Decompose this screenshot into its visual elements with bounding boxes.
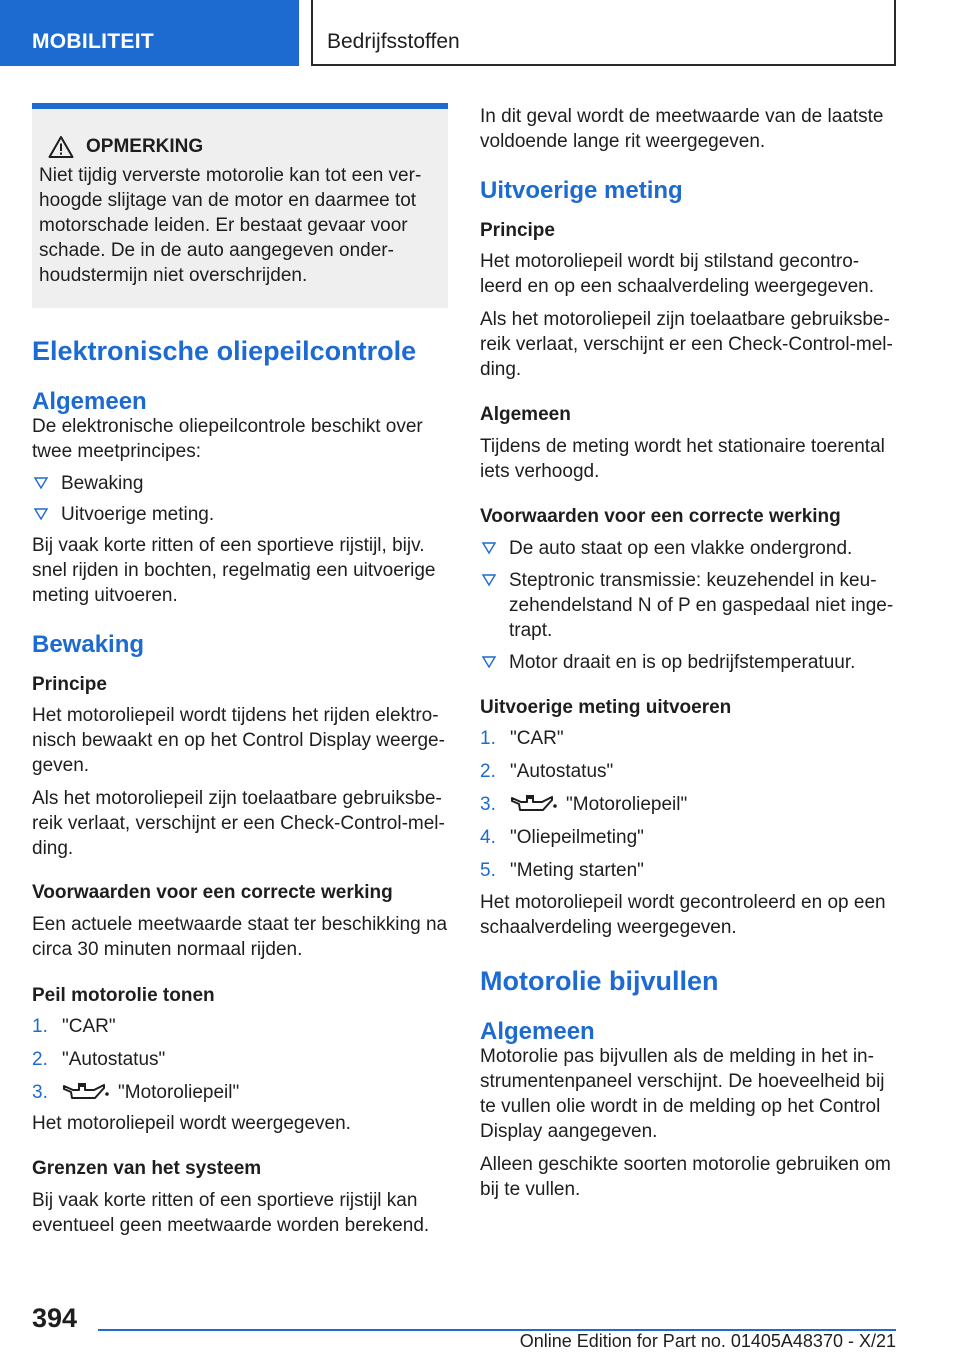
label-conditions: Voorwaarden voor een correcte werking <box>32 882 393 903</box>
bullet-triangle-icon <box>482 655 496 669</box>
principle-text: Het motoroliepeil wordt bij stilstand gecontro- leerd en op een schaalverdeling weergegeven. <box>480 251 874 297</box>
step-number: 3. <box>480 794 496 815</box>
step-text: "Motoroliepeil" <box>118 1082 240 1103</box>
oil-level-result: Het motoroliepeil wordt weergegeven. <box>32 1113 351 1134</box>
step-number: 5. <box>480 860 496 881</box>
notice-title: OPMERKING <box>86 136 204 157</box>
list-item <box>480 536 898 561</box>
list-item <box>480 568 898 643</box>
general-text: De elektronische oliepeilcontrole beschikt over twee meetprincipes: <box>32 416 423 462</box>
conditions-list <box>480 536 898 675</box>
header-section-tab <box>0 0 299 66</box>
label-general: Algemeen <box>480 404 571 425</box>
list-item-text: Bewaking <box>61 473 144 494</box>
step-text: "Autostatus" <box>62 1049 166 1070</box>
oil-can-icon <box>62 1080 110 1102</box>
bullet-triangle-icon <box>34 507 48 521</box>
step-item <box>32 1014 448 1039</box>
top-up-text-2: Alleen geschikte soorten motorolie gebruiken om bij te vullen. <box>480 1154 891 1200</box>
step-text: "Oliepeilmeting" <box>510 827 644 848</box>
section-heading-top-up-oil: Motorolie bijvullen <box>480 966 719 996</box>
step-item <box>32 1080 448 1105</box>
conditions-text: Een actuele meetwaarde staat ter beschikking na circa 30 minuten normaal rijden. <box>32 914 448 960</box>
section-heading-electronic-oil-check: Elektronische oliepeilcontrole <box>32 336 417 366</box>
label-conditions: Voorwaarden voor een correcte werking <box>480 506 841 527</box>
general-text: Tijdens de meting wordt het stationaire toerental iets verhoogd. <box>480 436 885 482</box>
list-item-text: Steptronic transmissie: keuzehendel in keu- zehendelstand N of P en gaspedaal niet inge- trapt. <box>509 570 894 641</box>
list-item-text: Motor draait en is op bedrijfstemperatuur. <box>509 652 856 673</box>
page-number: 394 <box>32 1303 78 1333</box>
bullet-triangle-icon <box>34 476 48 490</box>
list-item-text: De auto staat op een vlakke ondergrond. <box>509 538 853 559</box>
right-column <box>480 104 898 1202</box>
step-item <box>480 792 898 817</box>
list-item <box>32 471 448 496</box>
footer-edition: Online Edition for Part no. 01405A48370 - X/21 <box>519 1331 896 1351</box>
subheading-monitoring: Bewaking <box>32 631 145 658</box>
label-principle: Principe <box>480 220 555 241</box>
general-text-2: Bij vaak korte ritten of een sportieve rijstijl, bijv. snel rijden in bochten, regelmatig een uitvoerige meting uitvoeren. <box>32 535 436 606</box>
step-item <box>32 1047 448 1072</box>
step-item <box>480 825 898 850</box>
step-number: 1. <box>480 728 496 749</box>
label-perform-measurement: Uitvoerige meting uitvoeren <box>480 697 732 718</box>
notice-text: Niet tijdig ververste motorolie kan tot een ver- hoogde slijtage van de motor en daarmee tot motorschade leiden. Er bestaat gevaar voor schade. De in de auto aangegeven onder- houdstermijn niet overschrijden. <box>39 165 422 286</box>
subheading-general: Algemeen <box>480 1018 595 1045</box>
subheading-general: Algemeen <box>32 388 147 415</box>
principle-text-2: Als het motoroliepeil zijn toelaatbare gebruiksbe- reik verlaat, verschijnt er een Check-Control-mel- ding. <box>32 788 445 859</box>
show-oil-level-steps <box>32 1014 448 1105</box>
subheading-detailed-measurement: Uitvoerige meting <box>480 177 683 204</box>
system-limits-text: Bij vaak korte ritten of een sportieve rijstijl kan eventueel geen meetwaarde worden berekend. <box>32 1190 430 1236</box>
intro-text: In dit geval wordt de meetwaarde van de laatste voldoende lange rit weergegeven. <box>480 106 884 152</box>
bullet-triangle-icon <box>482 573 496 587</box>
left-column <box>32 334 448 1238</box>
label-principle: Principe <box>32 674 107 695</box>
warning-triangle-icon <box>48 135 74 159</box>
step-text: "CAR" <box>62 1016 116 1037</box>
principle-text: Het motoroliepeil wordt tijdens het rijden elektro- nisch bewaakt en op het Control Display weerge- geven. <box>32 705 445 776</box>
header-chapter-box <box>311 0 896 66</box>
top-up-text: Motorolie pas bijvullen als de melding in het in- strumentenpaneel verschijnt. De hoeveelheid bij te vullen olie wordt in de melding op het Control Display aangegeven. <box>480 1046 885 1142</box>
step-number: 1. <box>32 1016 48 1037</box>
measurement-steps <box>480 726 898 883</box>
notice-heading <box>39 133 440 161</box>
header-chapter-title: Bedrijfsstoffen <box>327 30 460 53</box>
step-item <box>480 759 898 784</box>
step-item <box>480 858 898 883</box>
list-item <box>480 650 898 675</box>
step-text: "Motoroliepeil" <box>566 794 688 815</box>
bullet-triangle-icon <box>482 541 496 555</box>
step-text: "Meting starten" <box>510 860 644 881</box>
step-text: "CAR" <box>510 728 564 749</box>
step-number: 4. <box>480 827 496 848</box>
list-item-text: Uitvoerige meting. <box>61 504 215 525</box>
measurement-result: Het motoroliepeil wordt gecontroleerd en op een schaalverdeling weergegeven. <box>480 892 886 938</box>
notice-box <box>32 103 448 308</box>
measurement-principles-list <box>32 471 448 527</box>
step-number: 2. <box>32 1049 48 1070</box>
step-number: 2. <box>480 761 496 782</box>
oil-can-icon <box>510 792 558 814</box>
header-section-title: MOBILITEIT <box>32 30 154 53</box>
label-show-oil-level: Peil motorolie tonen <box>32 985 215 1006</box>
principle-text-2: Als het motoroliepeil zijn toelaatbare gebruiksbe- reik verlaat, verschijnt er een Check-Control-mel- ding. <box>480 309 893 380</box>
list-item <box>32 502 448 527</box>
step-number: 3. <box>32 1082 48 1103</box>
step-item <box>480 726 898 751</box>
label-system-limits: Grenzen van het systeem <box>32 1158 262 1179</box>
step-text: "Autostatus" <box>510 761 614 782</box>
